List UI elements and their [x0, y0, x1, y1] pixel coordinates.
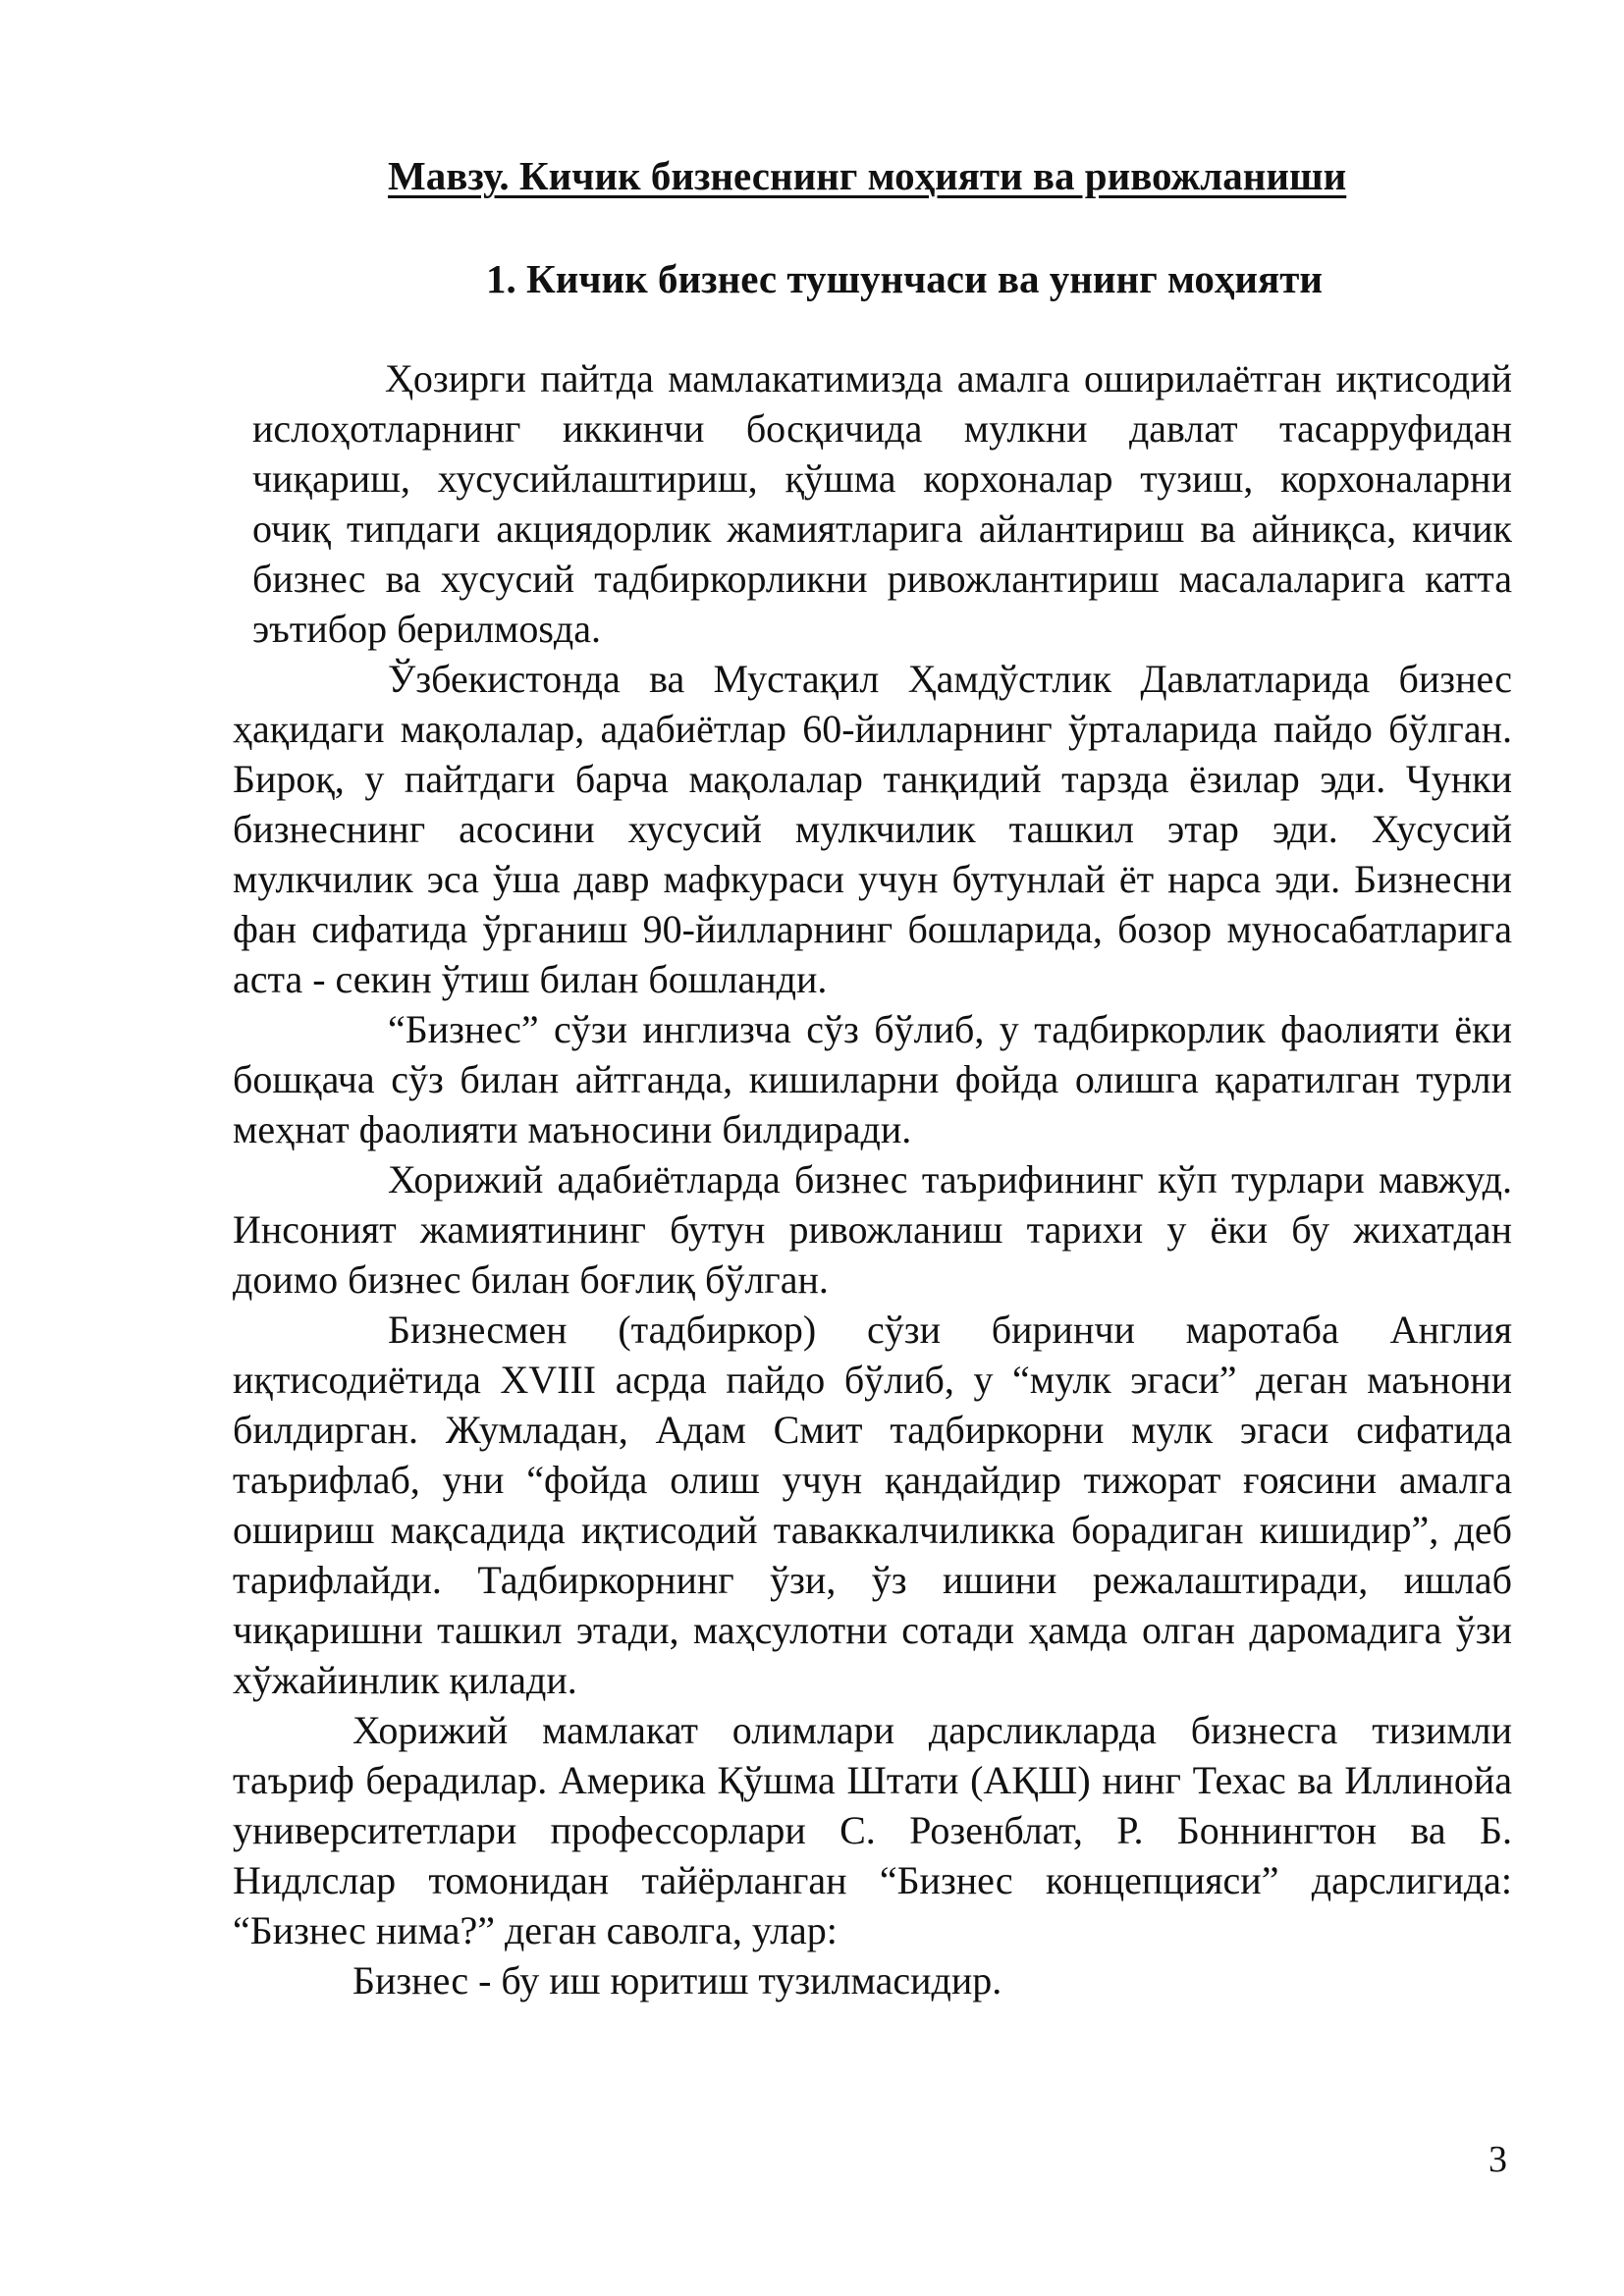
body-text — [233, 353, 1512, 2005]
paragraph-7: Бизнес - бу иш юритиш тузилмасидир. — [352, 1958, 1002, 2002]
paragraph-4: Хорижий адабиётларда бизнес таърифининг кўп турлари мавжуд. Инсоният жамиятининг бутун ривожланиш тарихи у ёки бу жихатдан доимо бизнес билан боғлиқ бўлган. — [233, 1157, 1512, 1302]
paragraph-3: “Бизнес” сўзи инглизча сўз бўлиб, у тадбиркорлик фаолияти ёки бошқача сўз билан айтганда, кишиларни фойда олишга қаратилган турли меҳнат фаолияти маъносини билдиради. — [233, 1007, 1512, 1151]
page-number: 3 — [1489, 2139, 1507, 2180]
section-heading: 1. Кичик бизнес тушунчаси ва унинг моҳияти — [486, 256, 1323, 301]
paragraph-1: Ҳозирги пайтда мамлакатимизда амалга оширилаётган иқтисодий ислоҳотларнинг иккинчи босқичида мулкни давлат тасарруфидан чиқариш, хусусийлаштириш, қўшма корхоналар тузиш, корхоналарни очиқ типдаги акциядорлик жамиятларига айлантириш ва айниқса, кичик бизнес ва хусусий тадбиркорликни ривожлантириш масалаларига катта эътибор берилмоsда. — [252, 356, 1512, 651]
paragraph-6: Хорижий мамлакат олимлари дарсликларда бизнесга тизимли таъриф берадилар. Америка Қўшма Штати (АҚШ) нинг Техас ва Иллинойа университетлари профессорлари С. Розенблат, Р. Боннингтон ва Б. Нидлслар томонидан тайёрланган “Бизнес концепцияси” дарслигида: “Бизнес нима?” деган саволга, улар: — [233, 1708, 1512, 1952]
paragraph-5: Бизнесмен (тадбиркор) сўзи биринчи маротаба Англия иқтисодиётида XVIII асрда пайдо бўлиб, у “мулк эгаси” деган маънони билдирган. Жумладан, Адам Смит тадбиркорни мулк эгаси сифатида таърифлаб, уни “фойда олиш учун қандайдир тижорат ғоясини амалга ошириш мақсадида иқтисодий таваккалчиликка борадиган кишидир”, деб тарифлайди. Тадбиркорнинг ўзи, ўз ишини режалаштиради, ишлаб чиқаришни ташкил этади, маҳсулотни сотади ҳамда олган даромадига ўзи хўжайинлик қилади. — [233, 1308, 1512, 1702]
paragraph-2: Ўзбекистонда ва Мустақил Ҳамдўстлик Давлатларида бизнес ҳақидаги мақолалар, адабиётлар 60-йилларнинг ўрталарида пайдо бўлган. Бироқ, у пайтдаги барча мақолалар танқидий тарзда ёзилар эди. Чунки бизнеснинг асосини хусусий мулкчилик ташкил этар эди. Хусусий мулкчилик эса ўша давр мафкураси учун бутунлай ёт нарса эди. Бизнесни фан сифатида ўрганиш 90-йилларнинг бошларида, бозор муносабатларига аста - секин ўтиш билан бошланди. — [233, 657, 1512, 1001]
document-title: Мавзу. Кичик бизнеснинг моҳияти ва ривожланиши — [388, 153, 1347, 198]
